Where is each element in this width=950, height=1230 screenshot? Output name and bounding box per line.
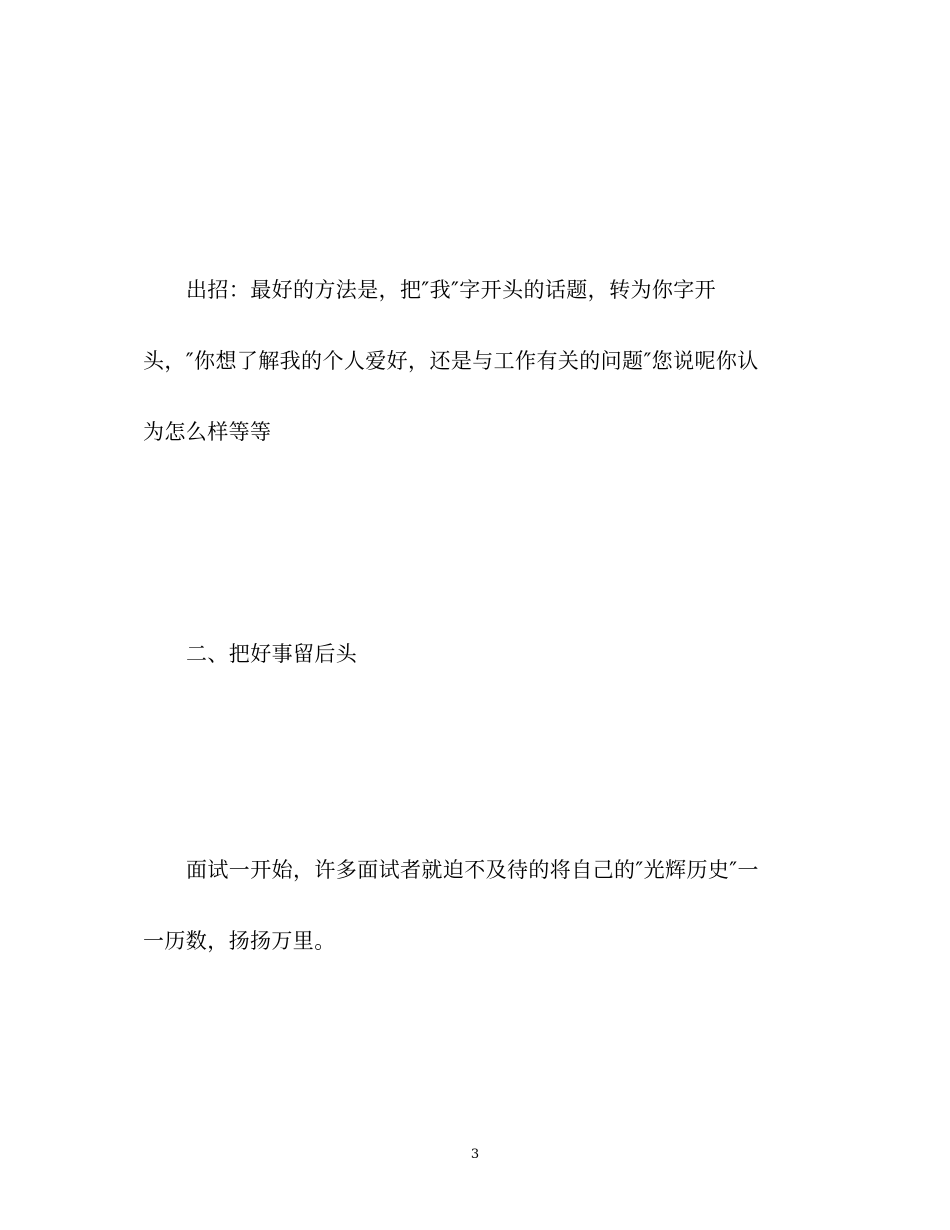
- paragraph-1-line-1: 出招：最好的方法是，把″我″字开头的话题，转为你字开: [186, 278, 717, 302]
- paragraph-1-line-3: 为怎么样等等: [143, 420, 272, 444]
- paragraph-1-line-2: 头，″你想了解我的个人爱好，还是与工作有关的问题″您说呢你认: [143, 349, 759, 373]
- paragraph-3-line-2: 一历数，扬扬万里。: [143, 929, 336, 953]
- paragraph-3-line-1: 面试一开始，许多面试者就迫不及待的将自己的″光辉历史″一: [186, 858, 759, 882]
- section-heading: 二、把好事留后头: [186, 642, 358, 666]
- page-number: 3: [470, 1147, 480, 1162]
